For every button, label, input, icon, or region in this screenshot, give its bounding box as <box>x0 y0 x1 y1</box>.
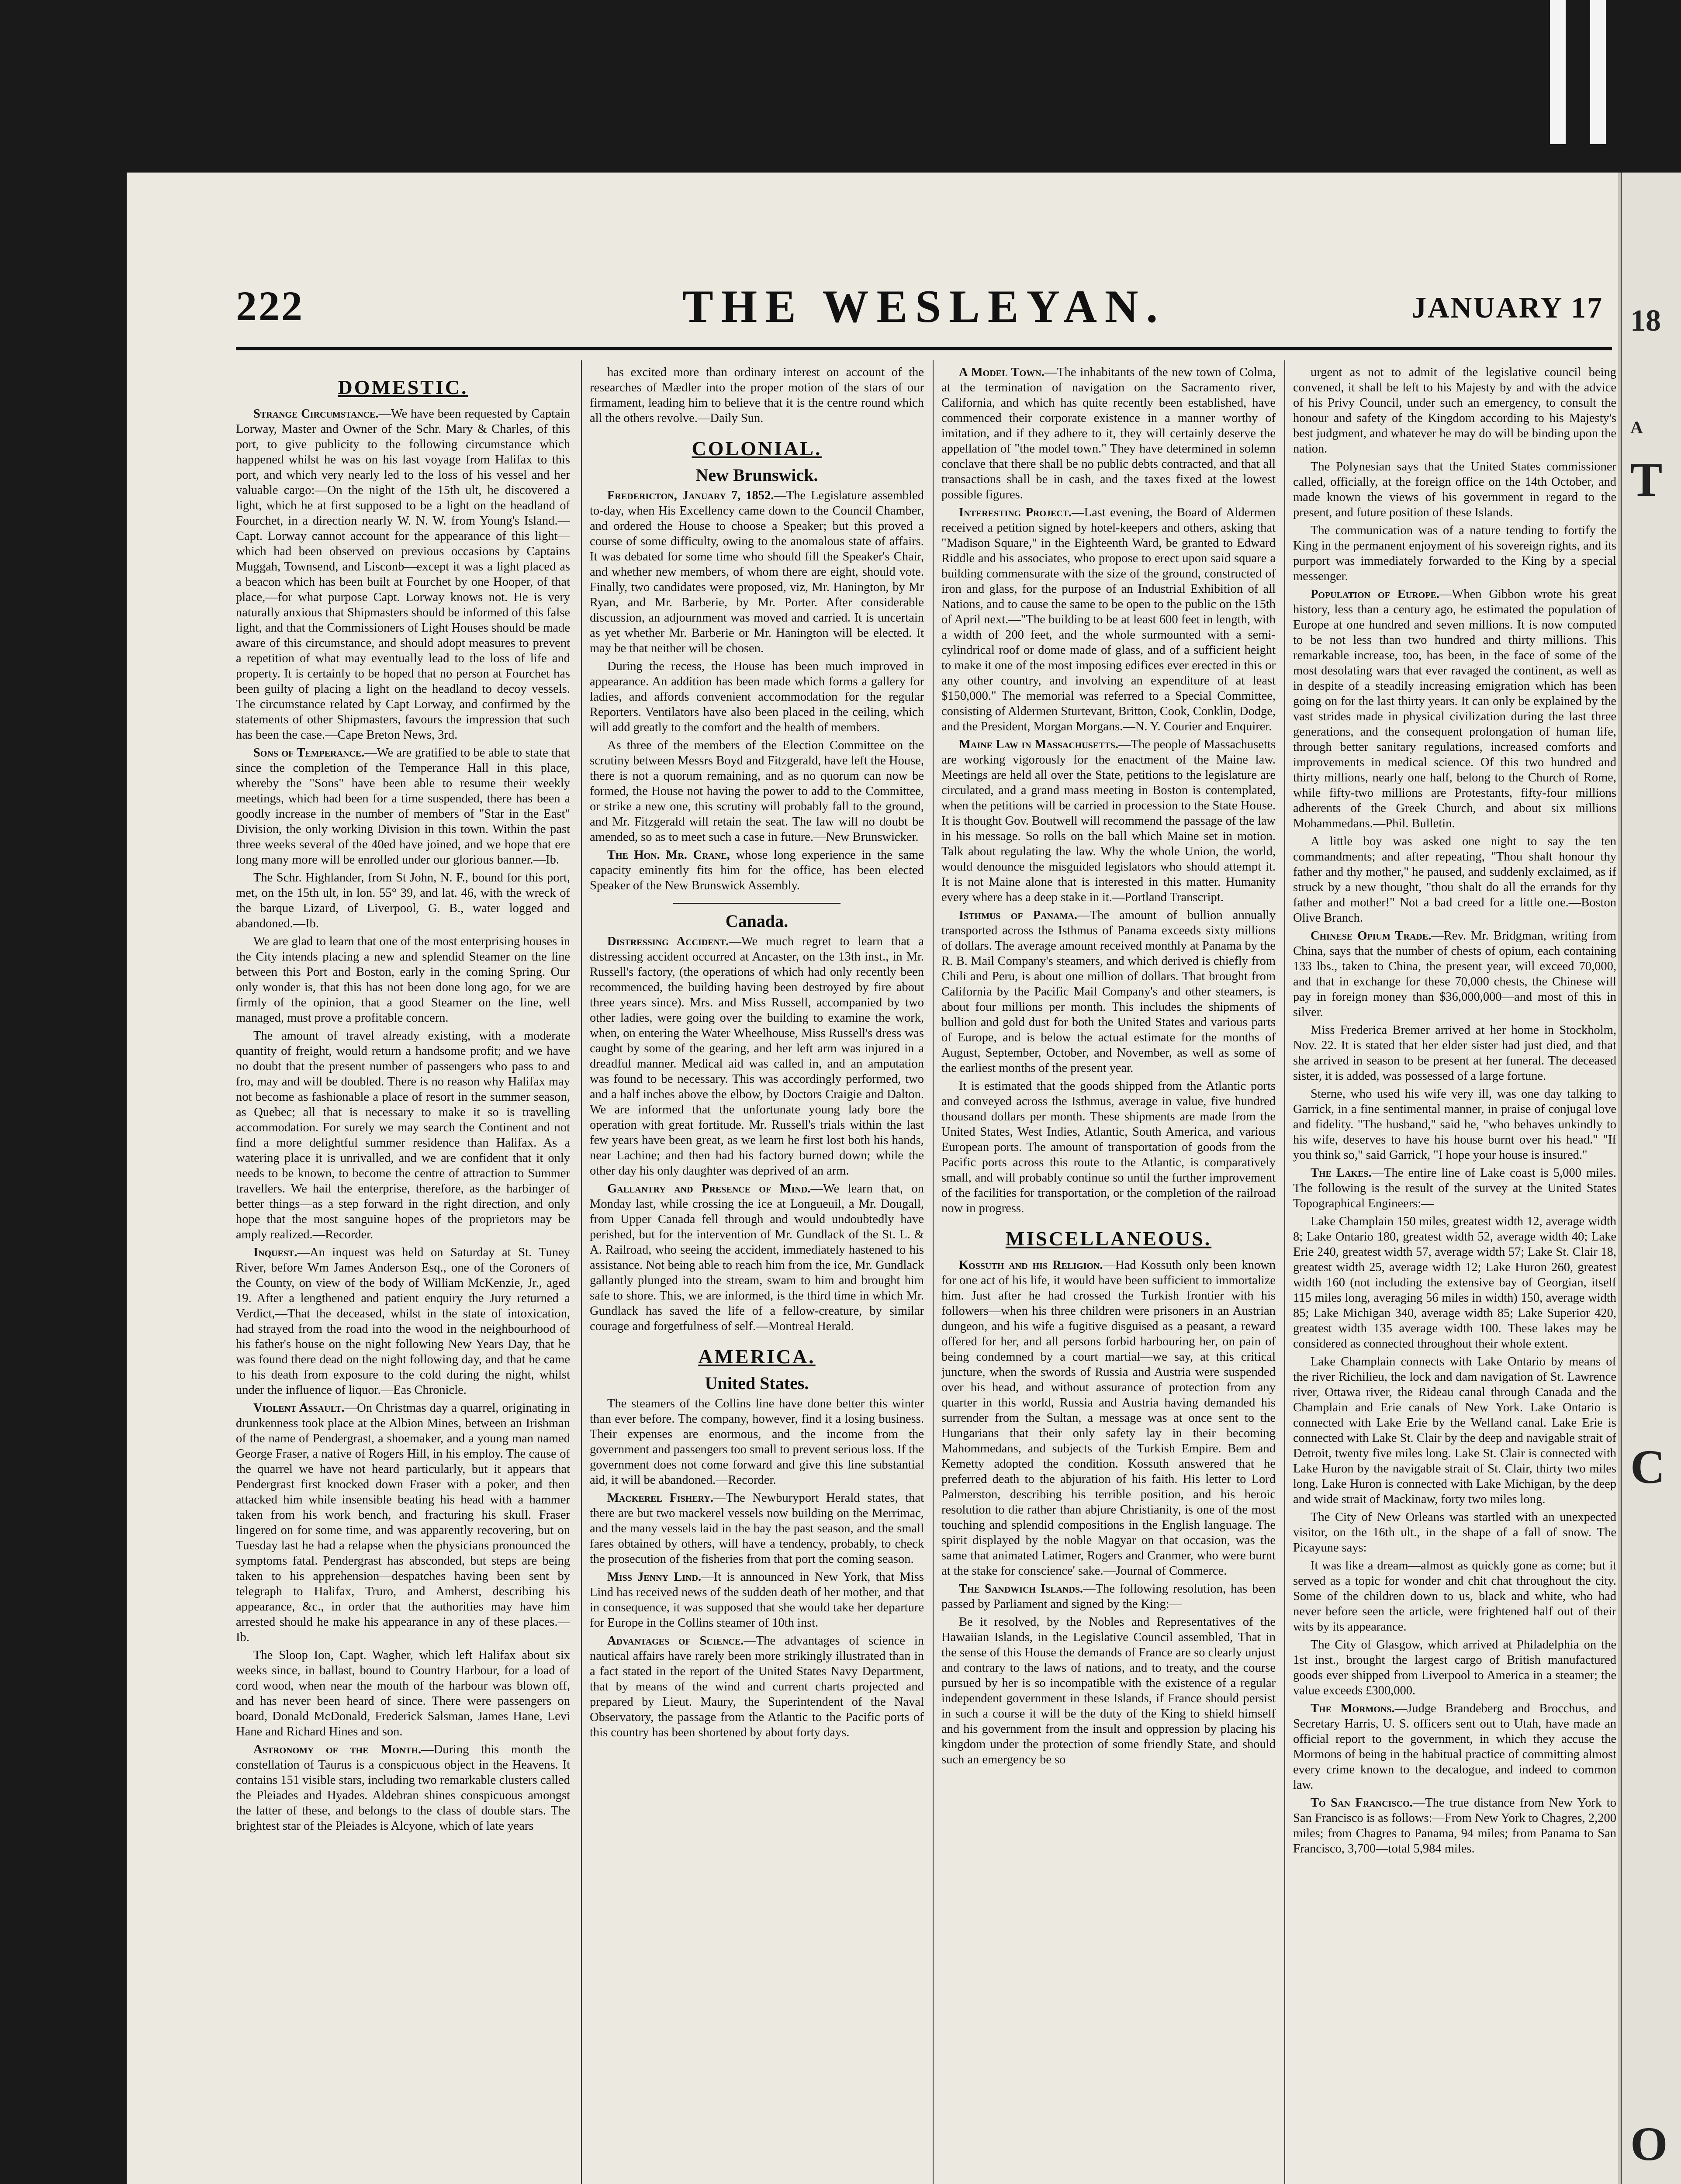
article-text: —We are gratified to be able to state that since the completion of the Temperance Hall in this place, whereby the "Sons" have been able to resume their weekly meetings, which had been for a time suspended, there has been a goodly increase in the number of members of "Star in the East" Division, the only working Division in this town. Within the past three weeks several of the 40ed have joined, and we hope that ere long many more will be enrolled under our glorious banner.—Ib. <box>236 746 570 867</box>
article-lead: Sons of Temperance. <box>253 746 365 760</box>
newspaper-page <box>127 173 1621 2184</box>
column-4 <box>1293 365 1616 2184</box>
article-lead: Maine Law in Massachusetts. <box>959 738 1119 751</box>
article-paragraph <box>236 1742 570 1834</box>
article-paragraph <box>590 1396 924 1488</box>
column-2 <box>590 365 924 2184</box>
article-text: The communication was of a nature tending to fortify the King in the permanent enjoyment of his sovereign rights, and its purport was immediately forwarded to the King by a special messenger. <box>1293 524 1616 583</box>
article-lead: Population of Europe. <box>1311 587 1439 601</box>
article-paragraph <box>236 1400 570 1645</box>
masthead <box>236 282 1612 347</box>
article-text: —Rev. Mr. Bridgman, writing from China, says that the number of chests of opium, each containing 133 lbs., taken to China, the present year, will exceed 70,000, and that in exchange for these 70,000 chests, the Chinese will pay in foreign money than $36,000,000—and most of this in silver. <box>1293 929 1616 1019</box>
article-text: —The advantages of science in nautical affairs have rarely been more strikingly illustrated than in a fact stated in the report of the United States Navy Department, that by means of the wind and current charts projected and prepared by Lieut. Maury, the Superintendent of the Naval Observatory, the passage from the Atlantic to the Pacific ports of this country has been shortened by about forty days. <box>590 1634 924 1739</box>
article-text: —The people of Massachusetts are working vigorously for the enactment of the Maine law. Meetings are held all over the State, petitions to the legislature are circulated, and a grand mass meeting in Boston is contemplated, when the petitions will be carried in procession to the State House. It is thought Gov. Boutwell will recommend the passage of the law in his message. So rolls on the ball which Maine set in motion. Talk about regulating the law. Why the whole Union, the world, would denounce the misguided legislators who should attempt it. It is not Maine alone that is interested in this matter. Humanity every where has a deep stake in it.—Portland Transcript. <box>941 738 1276 904</box>
article-lead: Advantages of Science. <box>607 1634 744 1648</box>
article-paragraph <box>1293 1637 1616 1698</box>
article-paragraph <box>1293 1558 1616 1635</box>
subsection-heading: Canada. <box>725 911 789 931</box>
article-lead: Astronomy of the Month. <box>253 1743 422 1756</box>
adjacent-page-fragment: O <box>1630 2117 1668 2170</box>
article-text: —The Legislature assembled to-day, when His Excellency came down to the Council Chamber, and ordered the House to choose a Speaker; but this proved a course of some difficulty, owing to the anomalous state of affairs. It was debated for some time who should fill the Speaker's Chair, and whether new members, of whom there are eight, should vote. Finally, two candidates were proposed, viz, Mr. Hanington, by Mr Ryan, and Mr. Barberie, by Mr. Porter. After considerable discussion, an adjournment was moved and carried. It is uncertain as yet whether Mr. Barberie or Mr. Hanington will be elected. It may be that neither will be chosen. <box>590 489 924 655</box>
article-lead: Miss Jenny Lind. <box>607 1570 702 1584</box>
article-text: The amount of travel already existing, with a moderate quantity of freight, would return a handsome profit; and we have no doubt that the present number of passengers who pass to and fro, may and will be doubled. There is no reason why Halifax may not become as fashionable a place of resort in the summer season, as Quebec; all that is necessary to make it so is travelling accommodation. For surely we may search the Continent and not find a more delightful summer residence than Halifax. As a watering place it is unrivalled, and we are confident that it only needs to be known, to become the centre of attraction to Summer travellers. We hail the enterprise, therefore, as the harbinger of better things—as a step forward in the right direction, and only hope that the most sanguine hopes of the proprietors may be amply realized.—Recorder. <box>236 1029 570 1241</box>
article-lead: Kossuth and his Religion. <box>959 1258 1103 1272</box>
article-text: —We have been requested by Captain Lorway, Master and Owner of the Schr. Mary & Charles, of this port, to give publicity to the following circumstance which happened whilst he was on his last voyage from Halifax to this port, and which very nearly led to the loss of his vessel and her valuable cargo:—On the night of the 15th ult, he discovered a light, which he at first supposed to be a light on the headland of Fourchet, in a direction nearly W. N. W. from Young's Island.—Capt. Lorway cannot account for the appearance of this light—which had been observed on previous occasions by Captains Muggah, Townsend, and Lisconb—except it was a light placed as a beacon which has been built at Fourchet by one Hooper, of that place,—for what purpose Capt. Lorway knows not. He is very naturally anxious that Shipmasters should be informed of this false light, and that the Commissioners of Light Houses should be made aware of this circumstance, and should adopt measures to prevent a repetition of what may eventually lead to the loss of life and property. It is certainly to be hoped that no person at Fourchet has been guilty of placing a light on the headland to decoy vessels. The circumstance related by Capt Lorway, and confirmed by the statements of other Shipmasters, favours the impression that such has been the case.—Cape Breton News, 3rd. <box>236 407 570 742</box>
column-1 <box>236 365 570 2184</box>
article-lead: Chinese Opium Trade. <box>1311 929 1432 943</box>
article-text: As three of the members of the Election Committee on the scrutiny between Messrs Boyd and Fitzgerald, have left the House, there is not a quorum remaining, and as no quorum can now be formed, the House not having the power to add to the Committee, or strike a new one, this scrutiny will probably fall to the ground, and Mr. Fitzgerald will retain the seat. The law will no doubt be amended, so as to meet such a case in future.—New Brunswicker. <box>590 739 924 844</box>
article-text: The Polynesian says that the United States commissioner called, officially, at the foreign office on the 14th October, and made known the views of his government in regard to the present, and future position of these Islands. <box>1293 460 1616 519</box>
article-paragraph <box>1293 1214 1616 1351</box>
article-divider <box>673 903 840 904</box>
article-paragraph <box>941 1258 1276 1579</box>
section-heading: COLONIAL. <box>692 437 822 460</box>
article-text: has excited more than ordinary interest on account of the researches of Mædler into the proper motion of the stars of our firmament, leading him to believe that it is the centre round which all the others revolve.—Daily Sun. <box>590 366 924 425</box>
article-paragraph <box>236 745 570 867</box>
scan-bar-right <box>1590 0 1606 144</box>
article-text: During the recess, the House has been much improved in appearance. An addition has been made which forms a gallery for ladies, and affords convenient accommodation for the regular Reporters. Ventilators have also been placed in the ceiling, which will add greatly to the comfort and the health of members. <box>590 660 924 734</box>
article-lead: Isthmus of Panama. <box>959 909 1078 922</box>
article-text: —The amount of bullion annually transported across the Isthmus of Panama exceeds sixty millions of dollars. The average amount received monthly at Panama by the R. B. Mail Company's steamers, and which derived is chiefly from Chili and Peru, is about one million of dollars. That brought from California by the Pacific Mail Company's and other steamers, is about four millions per month. This includes the shipments of bullion and gold dust for both the United States and various parts of Europe, and is below the actual estimate for the months of August, September, October, and November, as well as some of the earliest months of the present year. <box>941 909 1276 1075</box>
article-lead: Fredericton, January 7, 1852. <box>607 489 774 502</box>
article-paragraph <box>590 1181 924 1334</box>
article-lead: The Hon. Mr. Crane, <box>607 848 730 862</box>
article-paragraph <box>1293 1510 1616 1555</box>
article-text: —An inquest was held on Saturday at St. Tuney River, before Wm James Anderson Esq., one of the Coroners of the County, on view of the body of William McKenzie, Jr., aged 19. After a lengthened and patient enquiry the Jury returned a Verdict,—That the deceased, whilst in the state of intoxication, had strayed from the road into the wood in the neighbourhood of his father's house on the night following New Years Day, that he was found there dead on the night following day, and that he came to his death from exposure to the cold during the night, whilst under the influence of liquor.—Eas Chronicle. <box>236 1246 570 1397</box>
article-lead: Interesting Project. <box>959 506 1072 519</box>
article-paragraph <box>1293 587 1616 831</box>
article-paragraph <box>590 659 924 735</box>
newspaper-title: THE WESLEYAN. <box>682 281 1166 332</box>
adjacent-page-edge <box>1622 173 1681 2184</box>
article-text: urgent as not to admit of the legislative council being convened, it shall be left to his Majesty by and with the advice of his Privy Council, under such an emergency, to consult the honour and safety of the Kingdom according to his Majesty's best judgment, and whatever he may do will be binding upon the nation. <box>1293 366 1616 456</box>
article-paragraph <box>590 738 924 845</box>
article-paragraph <box>1293 1354 1616 1507</box>
article-lead: The Sandwich Islands. <box>959 1582 1083 1596</box>
article-text: —It is announced in New York, that Miss Lind has received news of the sudden death of her mother, and that in consequence, it was supposed that she would take her departure for Europe in the Collins steamer of 10th inst. <box>590 1570 924 1630</box>
article-text: —During this month the constellation of Taurus is a conspicuous object in the Heavens. It contains 151 visible stars, including two remarkable clusters called the Pleiades and Hyades. Aldebran shines conspicuous amongst the latter of these, and belongs to the class of double stars. The brightest star of the Pleiades is Alcyone, which of late years <box>236 1743 570 1833</box>
article-paragraph <box>236 934 570 1026</box>
article-text: —We much regret to learn that a distressing accident occurred at Ancaster, on the 13th inst., in Mr. Russell's factory, (the operations of which had only recently been recommenced, the building having been destroyed by fire about three years since). Mrs. and Miss Russell, accompanied by two other ladies, were going over the building to examine the work, when, on entering the Water Wheelhouse, Miss Russell's dress was caught by some of the gearing, and her left arm was injured in a dreadful manner. Medical aid was called in, and an amputation was found to be necessary. This was accordingly performed, two and a half inches above the elbow, by Doctors Craigie and Dalton. We are informed that the unfortunate young lady bore the operation with great fortitude. Mr. Russell's trials within the last few years have been great, as we learn he first lost both his hands, near Lachine; and then had his factory burned down; while the other day his only daughter was deprived of an arm. <box>590 935 924 1178</box>
adjacent-page-fragment: A <box>1630 418 1643 437</box>
article-text: The City of New Orleans was startled with an unexpected visitor, on the 16th ult., in the shape of a fall of snow. The Picayune says: <box>1293 1510 1616 1555</box>
article-lead: Violent Assault. <box>253 1401 345 1415</box>
article-text: —When Gibbon wrote his great history, less than a century ago, he estimated the population of Europe at one hundred and seven millions. It is now computed to be not less than two hundred and thirty millions. This remarkable increase, too, has been, in the face of some of the most desolating wars that ever ravaged the continent, as well as in despite of a steadily increasing emigration which has been going on for the last thirty years. It can only be explained by the vast strides made in physical civilization during the last three generations, and the consequent prolongation of human life, through better sanitary regulations, increased comforts and improvements in medical science. Of this two hundred and thirty millions, nearly one half, belong to the Church of Rome, while fifty-two millions are Protestants, fifty-four millions adherents of the Greek Church, and about six millions Mohammedans.—Phil. Bulletin. <box>1293 587 1616 830</box>
article-text: Miss Frederica Bremer arrived at her home in Stockholm, Nov. 22. It is stated that her elder sister had just died, and that she arrived in season to be present at her funeral. The deceased sister, it is added, was possessed of a large fortune. <box>1293 1023 1616 1083</box>
article-paragraph <box>941 1581 1276 1612</box>
article-paragraph <box>590 1569 924 1631</box>
article-text: A little boy was asked one night to say the ten commandments; and after repeating, "Thou shalt honour thy father and thy mother," he paused, and suddenly exclaimed, as if struck by a new thought, "thou shalt do all the errands for thy father and mother!" Not a bad creed for a little one.—Boston Olive Branch. <box>1293 835 1616 925</box>
article-lead: The Mormons. <box>1311 1702 1395 1715</box>
adjacent-page-fragment: T <box>1630 453 1663 506</box>
column-divider <box>933 360 934 2184</box>
article-paragraph <box>236 1245 570 1398</box>
article-text: Lake Champlain 150 miles, greatest width 12, average width 8; Lake Ontario 180, greatest width 52, average width 40; Lake Erie 240, greatest width 57, average width 57; Lake St. Clair 18, greatest width 25, average width 12; Lake Huron 260, greatest width 160 (not including the extensive bay of Georgian, itself 115 miles long, averaging 56 miles in width) 150, average width 85; Lake Michigan 340, average width 85; Lake Superior 420, greatest width 135 average width 100. These lakes may be considered as connected throughout their whole extent. <box>1293 1215 1616 1351</box>
masthead-rule <box>236 347 1612 350</box>
article-paragraph <box>1293 1086 1616 1163</box>
article-paragraph <box>941 1614 1276 1767</box>
article-paragraph <box>1293 1165 1616 1211</box>
article-paragraph <box>590 847 924 893</box>
article-paragraph <box>1293 834 1616 926</box>
article-text: We are glad to learn that one of the most enterprising houses in the City intends placing a new and splendid Steamer on the line between this Port and Boston, early in the coming Spring. Our only wonder is, that this has not been done long ago, for we are firmly of the opinion, that a good Steamer on the line, well managed, must prove a profitable concern. <box>236 935 570 1025</box>
column-divider <box>581 360 582 2184</box>
article-paragraph <box>941 365 1276 502</box>
article-paragraph <box>1293 1701 1616 1793</box>
subsection-heading: United States. <box>705 1373 809 1393</box>
article-text: —The Newburyport Herald states, that there are but two mackerel vessels now building on the Merrimac, and the many vessels laid in the bay the past season, and the small fares obtained by others, will have a tendency, probably, to check the prosecution of the fisheries from that port the coming season. <box>590 1491 924 1566</box>
article-text: —Judge Brandeberg and Brocchus, and Secretary Harris, U. S. officers sent out to Utah, have made an official report to the government, in which they accuse the Mormons of being in the habitual practice of committing almost every crime known to the decalogue, and indeed to common law. <box>1293 1702 1616 1792</box>
article-text: —The following resolution, has been passed by Parliament and signed by the King:— <box>941 1582 1276 1611</box>
article-lead: Inquest. <box>253 1246 297 1259</box>
adjacent-page-fragment: 18 <box>1630 304 1661 338</box>
article-lead: Mackerel Fishery. <box>607 1491 713 1505</box>
article-paragraph <box>941 908 1276 1076</box>
section-heading: AMERICA. <box>698 1345 816 1368</box>
article-lead: Distressing Accident. <box>607 935 729 948</box>
article-paragraph <box>1293 1023 1616 1084</box>
article-lead: Strange Circumstance. <box>253 407 379 421</box>
page-number: 222 <box>236 283 304 329</box>
column-3 <box>941 365 1276 2184</box>
article-text: The City of Glasgow, which arrived at Philadelphia on the 1st inst., brought the largest cargo of British manufactured goods ever shipped from Liverpool to America in a steamer; the value exceeds £300,000. <box>1293 1638 1616 1697</box>
article-paragraph <box>590 488 924 656</box>
article-paragraph <box>941 737 1276 905</box>
article-text: whose long experience in the same capacity eminently fits him for the office, has been elected Speaker of the New Brunswick Assembly. <box>590 848 924 892</box>
article-paragraph <box>941 1078 1276 1216</box>
section-heading: DOMESTIC. <box>338 376 468 398</box>
subsection-heading: New Brunswick. <box>695 465 818 485</box>
article-paragraph <box>590 1633 924 1740</box>
article-lead: The Lakes. <box>1311 1166 1372 1180</box>
article-lead: A Model Town. <box>959 366 1045 379</box>
article-text: —The true distance from New York to San Francisco is as follows:—From New York to Chagres, 2,200 miles; from Chagres to Panama, 94 miles; from Panama to San Francisco, 3,700—total 5,984 miles. <box>1293 1796 1616 1856</box>
article-paragraph <box>590 365 924 426</box>
article-text: Lake Champlain connects with Lake Ontario by means of the river Richilieu, the lock and dam navigation of St. Lawrence river, Ottawa river, the Rideau canal through Canada and the Champlain and Erie canals of New York. Lake Ontario is connected with Lake Erie by the Welland canal. Lake Erie is connected with Lake St. Clair by the deep and navigable strait of Detroit, twenty five miles long. Lake St. Clair is connected with Lake Huron by the navigable strait of St. Clair, thirty two miles long. Lake Huron is connected with Lake Michigan, by the deep and wide strait of Mackinaw, forty two miles long. <box>1293 1355 1616 1506</box>
article-text: —The inhabitants of the new town of Colma, at the termination of navigation on the Sacramento river, California, and which has quite recently been established, have commenced their corporate existence in a manner worthy of imitation, and if they adhere to it, they will certainly deserve the appellation of "the model town." They have determined in solemn conclave that there shall be no public debts contracted, and that all transactions shall be in cash, and the taxes fixed at the lowest possible figures. <box>941 366 1276 501</box>
article-text: —The entire line of Lake coast is 5,000 miles. The following is the result of the survey at the United States Topographical Engineers:— <box>1293 1166 1616 1210</box>
article-paragraph <box>236 406 570 743</box>
column-divider <box>1284 360 1285 2184</box>
issue-date: JANUARY 17 <box>1411 291 1603 324</box>
article-text: It is estimated that the goods shipped from the Atlantic ports and conveyed across the Isthmus, average in value, five hundred thousand dollars per month. These shipments are made from the United States, West Indies, Atlantic, South America, and various European ports. The amount of transportation of goods from the Pacific ports across this route to the Atlantic, is comparatively small, and will probably continue so until the further improvement of the facilities for transportation, or the completion of the railroad now in progress. <box>941 1079 1276 1215</box>
article-text: Be it resolved, by the Nobles and Representatives of the Hawaiian Islands, in the Legislative Council assembled, That in the sense of this House the demands of France are so clearly unjust and contrary to the laws of nations, and to treaty, and the course pursued by her is so incompatible with the existence of a regular independent government in these Islands, if France should persist in such a course it will be the duty of the King to shield himself and his government from the insult and oppression by placing his kingdom under the protection of some friendly State, and should such an emergency be so <box>941 1615 1276 1766</box>
article-paragraph <box>1293 928 1616 1020</box>
scan-bar-left <box>1550 0 1566 144</box>
section-heading: MISCELLANEOUS. <box>1005 1227 1212 1250</box>
article-paragraph <box>236 1028 570 1242</box>
article-paragraph <box>941 505 1276 734</box>
article-text: The Sloop Ion, Capt. Wagher, which left Halifax about six weeks since, in ballast, bound to Country Harbour, for a load of cord wood, when near the mouth of the harbour was blown off, and has never been heard of since. There were passengers on board, Donald McDonald, Frederick Salsman, James Hane, Levi Hane and Richard Hines and son. <box>236 1648 570 1738</box>
article-lead: To San Francisco. <box>1311 1796 1413 1810</box>
article-paragraph <box>1293 365 1616 456</box>
article-text: —On Christmas day a quarrel, originating in drunkenness took place at the Albion Mines, between an Irishman of the name of Pendergrast, a shoemaker, and a young man named George Fraser, a native of Rogers Hill, in his employ. The cause of the quarrel we have not heard particularly, but it appears that Pendergrast first knocked down Fraser with a poker, and then attacked him while insensible beating his head with a hammer taken from his work bench, and fracturing his skull. Fraser lingered on for some time, and was apparently recovering, but on Tuesday last he had a relapse when the physicians pronounced the symptoms fatal. Pendergrast has absconded, but steps are being taken to his apprehension—despatches having been sent by telegraph to Halifax, Truro, and Amherst, describing his appearance, &c., in order that the authorities may have him arrested should he make his appearance in any of these places.—Ib. <box>236 1401 570 1644</box>
adjacent-page-fragment: C <box>1630 1440 1665 1493</box>
article-text: —Last evening, the Board of Aldermen received a petition signed by hotel-keepers and others, asking that "Madison Square," in the Eighteenth Ward, be granted to Edward Riddle and his associates, who propose to erect upon said square a building commensurate with the size of the ground, constructed of iron and glass, for the purpose of an Industrial Exhibition of all Nations, and to cause the same to be open to the public on the 15th of April next.—"The building to be at least 600 feet in length, with a width of 200 feet, and the whole surmounted with a semi-cylindrical roof or dome made of glass, and of a sufficient height to make it one of the most imposing edifices ever erected in this or any other country, and involving an expenditure of at least $150,000." The memorial was referred to a Special Committee, consisting of Aldermen Sturtevant, Britton, Cook, Conklin, Dodge, and the President, Morgan Morgans.—N. Y. Courier and Enquirer. <box>941 506 1276 733</box>
article-paragraph <box>236 870 570 931</box>
article-paragraph <box>1293 523 1616 584</box>
article-lead: Gallantry and Presence of Mind. <box>607 1182 811 1196</box>
article-text: —We learn that, on Monday last, while crossing the ice at Longueuil, a Mr. Dougall, from Upper Canada fell through and would undoubtedly have perished, but for the intervention of Mr. Gundlack of the St. L. & A. Railroad, who seeing the accident, immediately hastened to his assistance. Not being able to reach him from the ice, Mr. Gundlack gallantly plunged into the stream, swam to him and brought him safe to shore. This, we are informed, is the third time in which Mr. Gundlack has saved the life of a fellow-creature, by similar courage and forgetfulness of self.—Montreal Herald. <box>590 1182 924 1333</box>
article-paragraph <box>1293 459 1616 520</box>
article-text: Sterne, who used his wife very ill, was one day talking to Garrick, in a fine sentimental manner, in praise of conjugal love and fidelity. "The husband," said he, "who behaves unkindly to his wife, deserves to have his house burnt over his head." "If you think so," said Garrick, "I hope your house is insured." <box>1293 1087 1616 1162</box>
article-text: It was like a dream—almost as quickly gone as come; but it served as a topic for wonder and chit chat throughout the city. Some of the children down to us, black and white, who had never before seen the article, were frightened half out of their wits by its appearance. <box>1293 1559 1616 1634</box>
article-paragraph <box>1293 1795 1616 1856</box>
article-paragraph <box>236 1648 570 1739</box>
page-gutter-edge <box>1618 173 1621 2184</box>
article-text: The steamers of the Collins line have done better this winter than ever before. The company, however, find it a losing business. Their expenses are enormous, and the income from the government and passengers too small to prevent serious loss. If the government does not come forward and give this line substantial aid, it will be abandoned.—Recorder. <box>590 1397 924 1487</box>
article-paragraph <box>590 1490 924 1567</box>
article-text: The Schr. Highlander, from St John, N. F., bound for this port, met, on the 15th ult, in lon. 55° 39, and lat. 46, with the wreck of the barque Lizard, of Liverpool, G. B., water logged and abandoned.—Ib. <box>236 871 570 930</box>
article-text: —Had Kossuth only been known for one act of his life, it would have been sufficient to immortalize him. Just after he had crossed the Turkish frontier with his followers—when his three children were prisoners in an Austrian dungeon, and his wife a fugitive disguised as a peasant, a reward offered for her, and all persons forbid harbouring her, on pain of being condemned by a court martial—we say, at this critical juncture, when the swords of Russia and Austria were suspended over his head, and without assurance of protection from any quarter in this world, Russia and Austria having demanded his surrender from the Sultan, a message was at once sent to the Hungarians that their only safety lay in their becoming Mahommedans, and subjects of the Turkish Empire. Bem and Kemetty adopted the condition. Kossuth answered that he preferred death to the abjuration of his faith. His letter to Lord Palmerston, describing his terrible position, and his heroic resolution to die rather than abjure Christianity, is one of the most touching and splendid compositions in the English language. The spirit displayed by the noble Magyar on that occasion, was the same that animated Latimer, Rogers and Cranmer, who were burnt at the stake for conscience' sake.—Journal of Commerce. <box>941 1258 1276 1578</box>
article-paragraph <box>590 934 924 1178</box>
